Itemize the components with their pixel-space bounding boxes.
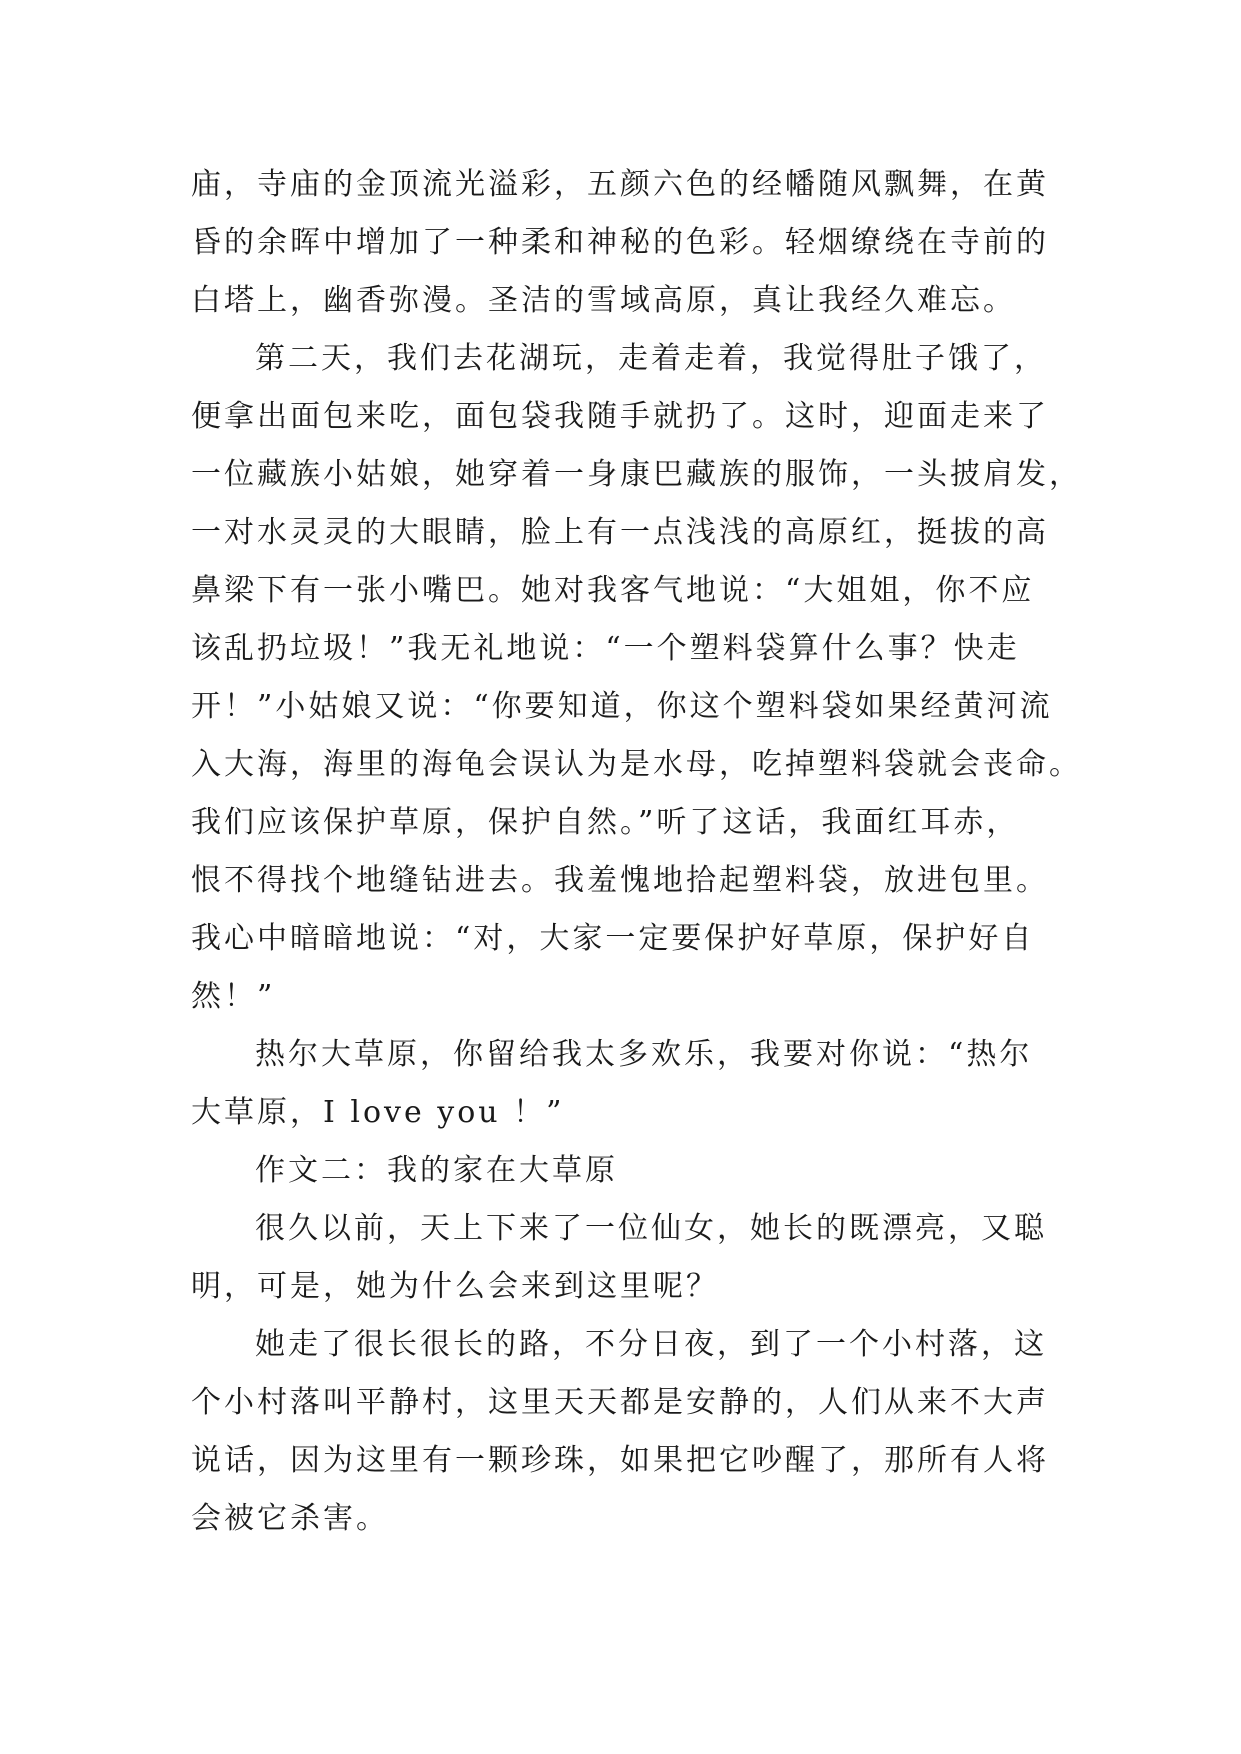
text-line: 大草原，I love you ！” [191,1095,565,1130]
paragraph-start-line: 热尔大草原，你留给我太多欢乐，我要对你说：“热尔 [255,1037,1033,1072]
text-line: 我们应该保护草原，保护自然。”听了这话，我面红耳赤， [191,805,1020,840]
text-line: 鼻梁下有一张小嘴巴。她对我客气地说：“大姐姐，你不应 [191,573,1035,608]
text-line: 入大海，海里的海龟会误认为是水母，吃掉塑料袋就会丧命。 [191,747,1082,782]
text-line: 会被它杀害。 [191,1501,389,1536]
text-line: 明，可是，她为什么会来到这里呢？ [191,1269,719,1304]
text-line: 该乱扔垃圾！”我无礼地说：“一个塑料袋算什么事？快走 [191,631,1020,666]
text-line: 个小村落叫平静村，这里天天都是安静的，人们从来不大声 [191,1385,1049,1420]
body-text [191,156,1082,1548]
paragraph-start-line: 第二天，我们去花湖玩，走着走着，我觉得肚子饿了， [255,341,1047,376]
text-line: 一对水灵灵的大眼睛，脸上有一点浅浅的高原红，挺拔的高 [191,515,1049,550]
text-line: 说话，因为这里有一颗珍珠，如果把它吵醒了，那所有人将 [191,1443,1049,1478]
text-line: 便拿出面包来吃，面包袋我随手就扔了。这时，迎面走来了 [191,399,1049,434]
text-line: 白塔上，幽香弥漫。圣洁的雪域高原，真让我经久难忘。 [191,283,1016,318]
text-line: 开！”小姑娘又说：“你要知道，你这个塑料袋如果经黄河流 [191,689,1053,724]
paragraph-start-line: 她走了很长很长的路，不分日夜，到了一个小村落，这 [255,1327,1047,1362]
text-line: 我心中暗暗地说：“对，大家一定要保护好草原，保护好自 [191,921,1035,956]
text-line: 一位藏族小姑娘，她穿着一身康巴藏族的服饰，一头披肩发， [191,457,1082,492]
essay-title: 作文二：我的家在大草原 [255,1153,618,1188]
text-line: 然！” [191,979,276,1014]
text-line: 昏的余晖中增加了一种柔和神秘的色彩。轻烟缭绕在寺前的 [191,225,1049,260]
text-line: 庙，寺庙的金顶流光溢彩，五颜六色的经幡随风飘舞，在黄 [191,167,1049,202]
text-line: 恨不得找个地缝钻进去。我羞愧地拾起塑料袋，放进包里。 [191,863,1049,898]
paragraph-start-line: 很久以前，天上下来了一位仙女，她长的既漂亮，又聪 [255,1211,1047,1246]
